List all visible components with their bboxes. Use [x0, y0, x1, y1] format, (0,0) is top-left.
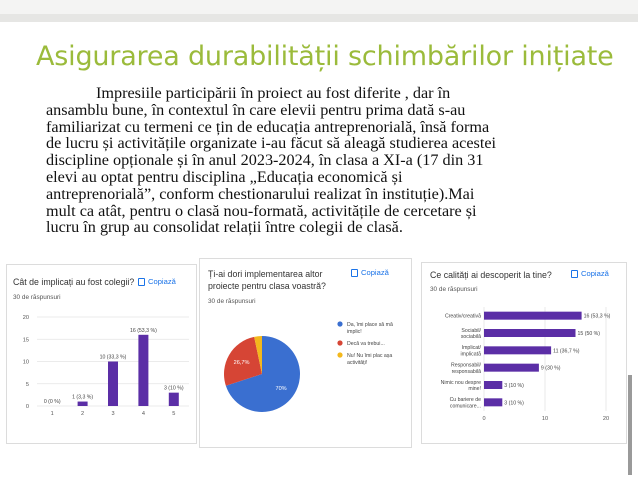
chart3-category-label: Creativ/creativă [444, 313, 481, 320]
chart3-xtick-label: 20 [602, 416, 610, 422]
chart-card-involvement [6, 264, 197, 444]
paragraph-line: elevi au optat pentru disciplina „Educația economică și [46, 167, 403, 186]
chart-card-more-projects [199, 258, 412, 448]
chart2-legend-label: Da, îmi place să mă [347, 322, 393, 328]
chart1-bar [138, 335, 148, 406]
chart3-bar [484, 381, 502, 389]
chart2-title-line: proiecte pentru clasa voastră? [208, 281, 326, 291]
paragraph-line: familiarizat cu termeni ce țin de educația antreprenorială, însă forma [46, 117, 490, 136]
chart1-ytick-label: 10 [22, 359, 29, 366]
chart2-slice-label: 70% [275, 385, 287, 392]
chart1-data-label: 16 (53,3 %) [129, 327, 157, 334]
slide-paragraph [46, 85, 606, 236]
chart2-legend-label: activități! [347, 360, 368, 366]
chart2-legend-marker [337, 352, 342, 357]
chart1-title: Cât de implicați au fost colegii? [13, 277, 135, 287]
chart2-responses: 30 de răspunsuri [208, 298, 256, 305]
chart3-bar [484, 398, 502, 406]
chart1-data-label: 10 (33,3 %) [99, 354, 127, 361]
chart3-data-label: 3 (10 %) [504, 400, 524, 407]
copy-label: Copiază [581, 269, 609, 278]
chart3-plot [422, 263, 626, 443]
paragraph-line: Impresiile participării în proiect au fost diferite , dar în [96, 84, 451, 102]
chart1-responses: 30 de răspunsuri [13, 294, 61, 301]
slide-top-bar [0, 0, 638, 22]
paragraph-line: ansamblu bune, în contextul în care elevii pentru prima dată s-au [46, 100, 466, 119]
paragraph-line: de lucru și activitățile organizate i-au făcut să aleagă studierea acestei [46, 134, 497, 153]
chart1-ytick-label: 0 [25, 404, 29, 410]
chart3-category-label: Sociabil/ [461, 327, 481, 334]
chart1-ytick-label: 20 [22, 315, 29, 321]
chart-card-qualities [421, 262, 627, 444]
chart2-legend-marker [337, 340, 342, 345]
chart1-xtick-label: 2 [81, 411, 85, 417]
paragraph-line: discipline opționale și în anul 2023-2024, în clasa a XI-a (17 din 31 [46, 151, 484, 170]
chart1-ytick-label: 5 [25, 381, 29, 388]
slide-title: Asigurarea durabilității schimbărilor inițiate [36, 41, 614, 72]
copy-label: Copiază [148, 277, 176, 286]
chart1-bar [108, 362, 118, 407]
chart3-category-label: Nimic nou despre [440, 379, 481, 386]
chart1-xtick-label: 5 [172, 411, 176, 417]
chart3-bar [484, 312, 582, 320]
chart3-title: Ce calități ai descoperit la tine? [430, 270, 552, 280]
copy-label: Copiază [361, 268, 389, 277]
chart3-category-label: Implicat/ [461, 345, 481, 352]
chart1-ytick-label: 15 [22, 337, 29, 344]
paragraph-line: antreprenorială”, conform chestionarului realizat în instituție).Mai [46, 184, 475, 203]
chart3-bar [484, 329, 576, 337]
chart3-category-label: Responsabil/ [451, 362, 481, 369]
slide-top-band [0, 14, 638, 22]
chart3-category-label: mine! [468, 386, 481, 393]
scrollbar[interactable] [628, 375, 632, 475]
chart2-legend-label: Decă va trebui... [347, 341, 385, 347]
chart3-data-label: 16 (53,3 %) [583, 313, 611, 320]
chart3-category-label: implicată [460, 351, 481, 358]
chart3-bar [484, 346, 551, 354]
chart3-xtick-label: 0 [482, 416, 486, 422]
chart2-legend-marker [337, 321, 342, 326]
chart3-category-label: comunicare... [449, 403, 481, 410]
paragraph-line: lucru în grup au consolidat relații între colegii de clasă. [46, 218, 403, 237]
chart2-legend-label: Nu! Nu îmi plac așa [347, 353, 393, 359]
chart1-bar [78, 402, 88, 406]
chart1-data-label: 3 (10 %) [163, 385, 184, 392]
chart1-xtick-label: 4 [141, 411, 145, 417]
chart1-plot [7, 265, 196, 443]
chart1-data-label: 0 (0 %) [43, 399, 61, 405]
chart3-data-label: 9 (30 %) [540, 365, 561, 372]
chart3-responses: 30 de răspunsuri [430, 286, 478, 293]
chart1-data-label: 1 (3,3 %) [72, 394, 94, 401]
chart1-xtick-label: 1 [50, 411, 54, 417]
chart2-legend-label: implic! [347, 329, 362, 335]
chart2-title-line: Ți-ai dori implementarea altor [208, 269, 323, 279]
chart3-data-label: 15 (50 %) [577, 331, 600, 337]
chart3-category-label: responsabilă [451, 368, 481, 375]
paragraph-line: mult ca atât, pentru o clasă nou-formată, activitățile de cercetare și [46, 201, 477, 220]
chart3-data-label: 11 (36,7 %) [553, 348, 580, 355]
chart1-bar [169, 393, 179, 406]
chart3-bar [484, 364, 539, 372]
chart3-xtick-label: 10 [541, 416, 549, 422]
chart2-slice-label: 26,7% [233, 360, 250, 367]
chart3-category-label: sociabilă [460, 334, 481, 341]
chart1-xtick-label: 3 [111, 411, 115, 417]
chart3-data-label: 3 (10 %) [504, 383, 524, 389]
chart3-category-label: Cu bariere de [449, 397, 481, 404]
chart2-plot [200, 259, 411, 447]
